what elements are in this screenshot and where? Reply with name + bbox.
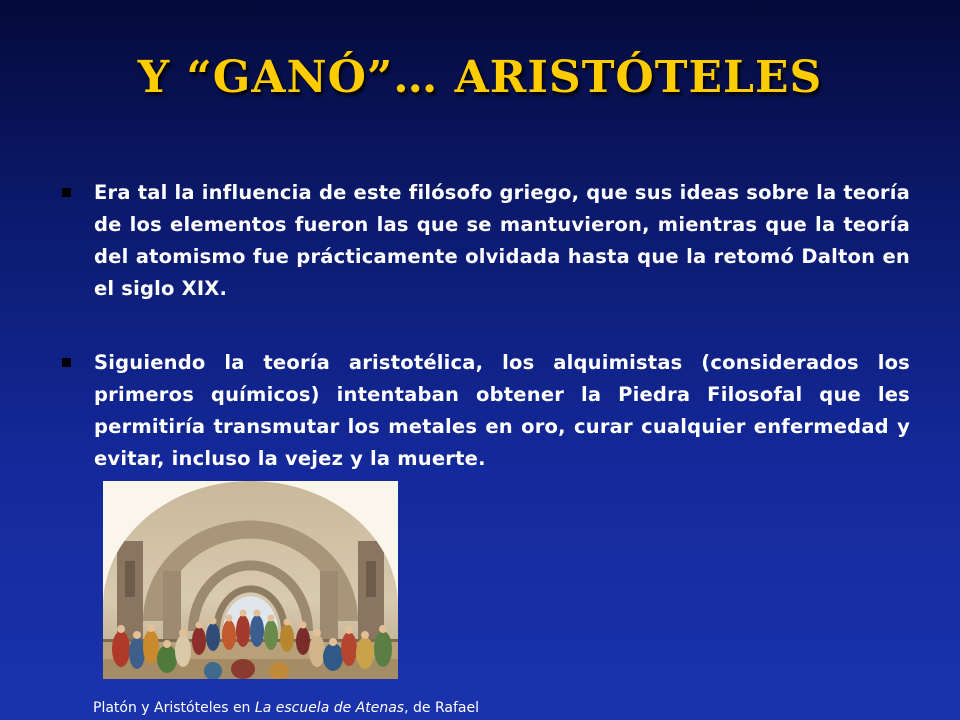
bullet-text: Siguiendo la teoría aristotélica, los alquimistas (considerados los primeros químicos) intentaban obtener la Piedra Filosofal que les permitiría transmutar los metales en oro, curar cualquier enfermedad y evitar, incluso la vejez y la muerte. [94,351,910,470]
square-bullet-icon [62,358,71,367]
bullet-item [58,347,910,475]
school-of-athens-painting [103,481,398,679]
caption-prefix: Platón y Aristóteles en [93,700,255,716]
bullet-text: Era tal la influencia de este filósofo griego, que sus ideas sobre la teoría de los elementos fueron las que se mantuvieron, mientras que la teoría del atomismo fue prácticamente olvidada hasta que la retomó Dalton en el siglo XIX. [94,181,910,300]
painting-illustration [103,481,398,679]
caption-suffix: , de Rafael [404,700,479,716]
bullet-item [58,177,910,305]
slide-title: Y “GANÓ”… ARISTÓTELES [137,52,823,103]
caption-work-title: La escuela de Atenas [254,700,405,716]
square-bullet-icon [62,188,71,197]
painting-caption [93,700,479,716]
